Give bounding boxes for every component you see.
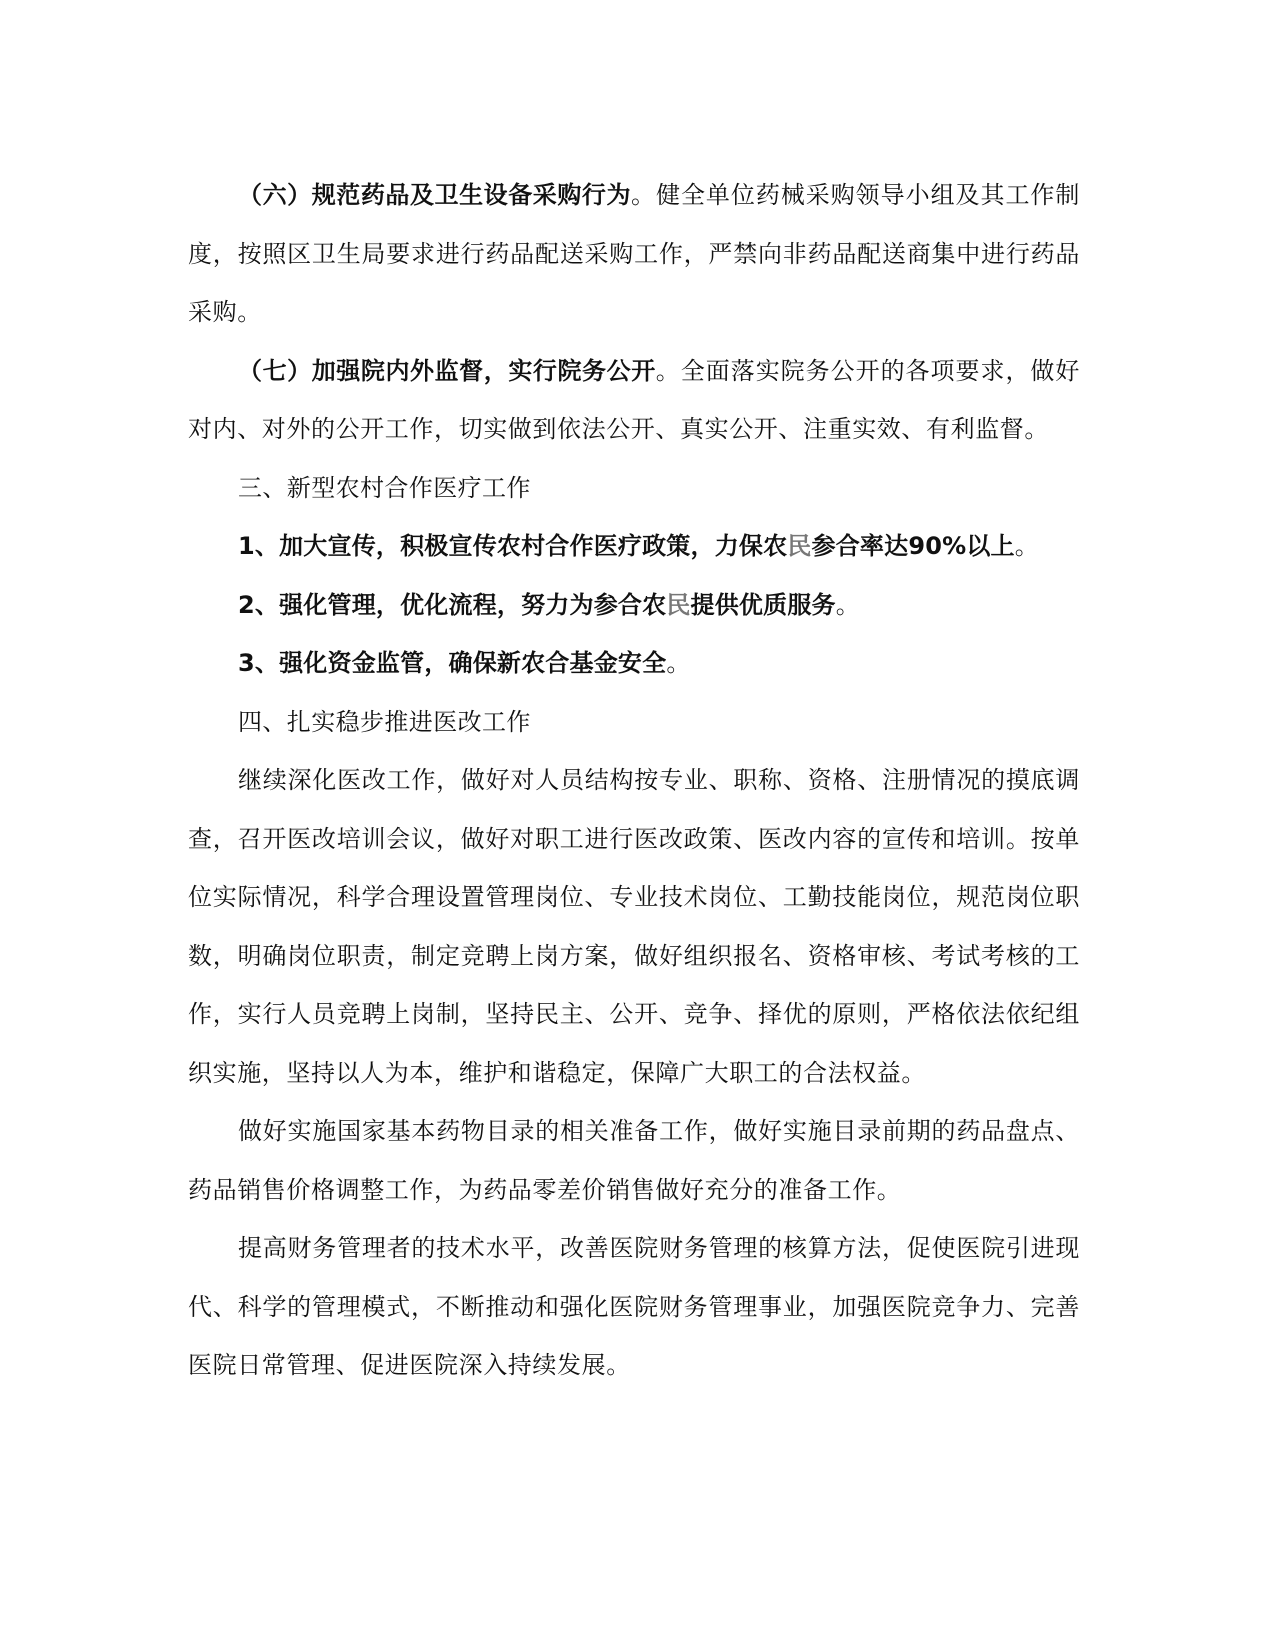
item-2 [188,576,1080,635]
item-1-text-b: 民 [787,532,812,560]
section-6-paragraph [188,166,1080,342]
section-7-heading: （七）加强院内外监督，实行院务公开 [238,356,656,385]
section-7-paragraph [188,342,1080,459]
item-1-text-c: 参合率达90%以上 [811,532,1015,560]
item-3-period: 。 [666,649,691,677]
item-3-text-a: 3、强化资金监管，确保新农合基金安全 [238,649,667,677]
item-1-period: 。 [1014,532,1040,560]
section-4-heading: 四、扎实稳步推进医改工作 [238,707,531,736]
section-3-heading: 三、新型农村合作医疗工作 [238,473,531,502]
item-3 [188,634,1080,693]
body-paragraph-1: 继续深化医改工作，做好对人员结构按专业、职称、资格、注册情况的摸底调查，召开医改培训会议，做好对职工进行医改政策、医改内容的宣传和培训。按单位实际情况，科学合理设置管理岗位、专业技术岗位、工勤技能岗位，规范岗位职数，明确岗位职责，制定竞聘上岗方案，做好组织报名、资格审核、考试考核的工作，实行人员竞聘上岗制，坚持民主、公开、竞争、择优的原则，严格依法依纪组织实施，坚持以人为本，维护和谐稳定，保障广大职工的合法权益。 [188,766,1080,1087]
document-body [188,166,1080,1395]
item-2-text-b: 民 [666,590,691,619]
item-2-text-c: 提供优质服务 [690,590,836,619]
section-7-text: 。全面落实院务公开的各项要求，做好对内、对外的公开工作，切实做到依法公开、真实公开、注重实效、有利监督。 [188,356,1081,443]
item-2-text-a: 2、强化管理，优化流程，努力为参合农 [238,590,667,619]
item-2-period: 。 [835,590,861,619]
body-paragraph-2: 做好实施国家基本药物目录的相关准备工作，做好实施目录前期的药品盘点、药品销售价格调整工作，为药品零差价销售做好充分的准备工作。 [188,1117,1080,1204]
section-6-text: 。健全单位药械采购领导小组及其工作制度，按照区卫生局要求进行药品配送采购工作，严禁向非药品配送商集中进行药品采购。 [188,181,1080,326]
item-1 [188,517,1080,576]
item-1-text-a: 1、加大宣传，积极宣传农村合作医疗政策，力保农 [238,532,788,560]
body-paragraph-3: 提高财务管理者的技术水平，改善医院财务管理的核算方法，促使医院引进现代、科学的管理模式，不断推动和强化医院财务管理事业，加强医院竞争力、完善医院日常管理、促进医院深入持续发展。 [188,1234,1080,1379]
section-6-heading: （六）规范药品及卫生设备采购行为 [238,181,632,209]
